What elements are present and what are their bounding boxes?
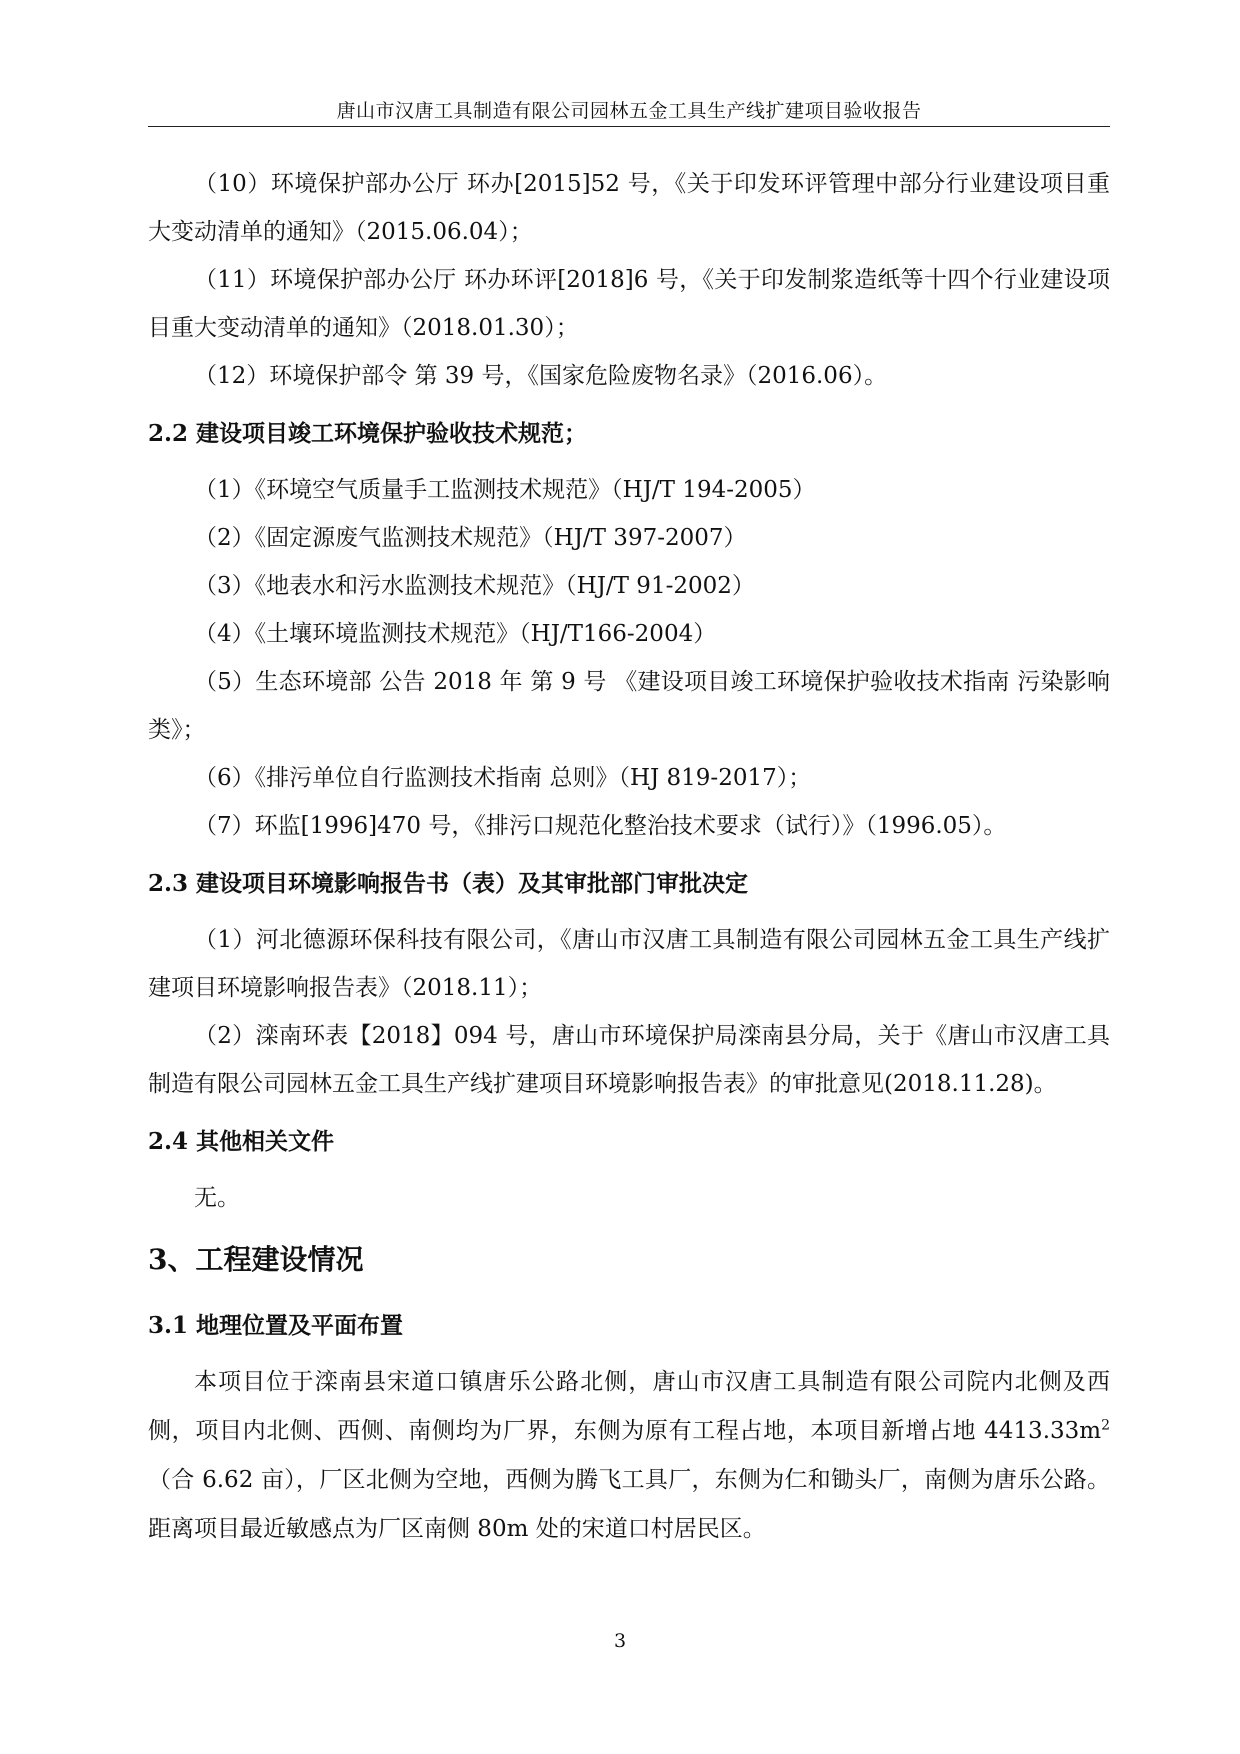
standard-item: （1）《环境空气质量手工监测技术规范》（HJ/T 194-2005） (194, 477, 816, 503)
body-text-part1: 本项目位于滦南县宋道口镇唐乐公路北侧，唐山市汉唐工具制造有限公司院内北侧及西侧，项目内北侧、西侧、南侧均为厂界，东侧为原有工程占地，本项目新增占地 4413.33m (148, 1369, 1110, 1444)
section-heading-2-2: 2.2 建设项目竣工环境保护验收技术规范； (148, 420, 588, 447)
approval-item: （1）河北德源环保科技有限公司，《唐山市汉唐工具制造有限公司园林五金工具生产线扩建项目环境影响报告表》（2018.11）； (148, 927, 1110, 1001)
header-divider (148, 126, 1110, 127)
superscript-2: 2 (1101, 1417, 1110, 1434)
standard-item: （3）《地表水和污水监测技术规范》（HJ/T 91-2002） (194, 573, 755, 599)
body-text-part2: （合 6.62 亩），厂区北侧为空地，西侧为腾飞工具厂，东侧为仁和锄头厂，南侧为唐乐公路。距离项目最近敏感点为厂区南侧 80m 处的宋道口村居民区。 (148, 1467, 1110, 1542)
regulation-item: （10）环境保护部办公厅 环办[2015]52 号，《关于印发环评管理中部分行业建设项目重大变动清单的通知》（2015.06.04）； (148, 171, 1110, 245)
section-heading-3-1: 3.1 地理位置及平面布置 (148, 1312, 404, 1339)
regulation-item: （12）环境保护部令 第 39 号，《国家危险废物名录》（2016.06）。 (194, 363, 888, 389)
page-number: 3 (613, 1630, 627, 1652)
standard-item: （4）《土壤环境监测技术规范》（HJ/T166-2004） (194, 621, 717, 647)
page-body (148, 160, 1110, 1554)
regulation-item: （11）环境保护部办公厅 环办环评[2018]6 号，《关于印发制浆造纸等十四个行业建设项目重大变动清单的通知》（2018.01.30）； (148, 267, 1110, 341)
section-heading-2-4: 2.4 其他相关文件 (148, 1128, 335, 1155)
section-2-4-body: 无。 (194, 1185, 240, 1211)
standard-item: （6）《排污单位自行监测技术指南 总则》（HJ 819-2017）； (194, 765, 812, 791)
section-heading-3: 3、工程建设情况 (148, 1243, 364, 1276)
section-heading-2-3: 2.3 建设项目环境影响报告书（表）及其审批部门审批决定 (148, 870, 749, 897)
standard-item: （2）《固定源废气监测技术规范》（HJ/T 397-2007） (194, 525, 747, 551)
section-3-1-body (148, 1358, 1110, 1554)
approval-item: （2）滦南环表【2018】094 号，唐山市环境保护局滦南县分局，关于《唐山市汉唐工具制造有限公司园林五金工具生产线扩建项目环境影响报告表》的审批意见(2018.11.28)。 (148, 1023, 1110, 1097)
running-header: 唐山市汉唐工具制造有限公司园林五金工具生产线扩建项目验收报告 (336, 100, 922, 122)
standard-item: （7）环监[1996]470 号，《排污口规范化整治技术要求（试行）》（1996.05）。 (194, 813, 1007, 839)
standard-item: （5）生态环境部 公告 2018 年 第 9 号 《建设项目竣工环境保护验收技术指南 污染影响类》； (148, 669, 1110, 743)
